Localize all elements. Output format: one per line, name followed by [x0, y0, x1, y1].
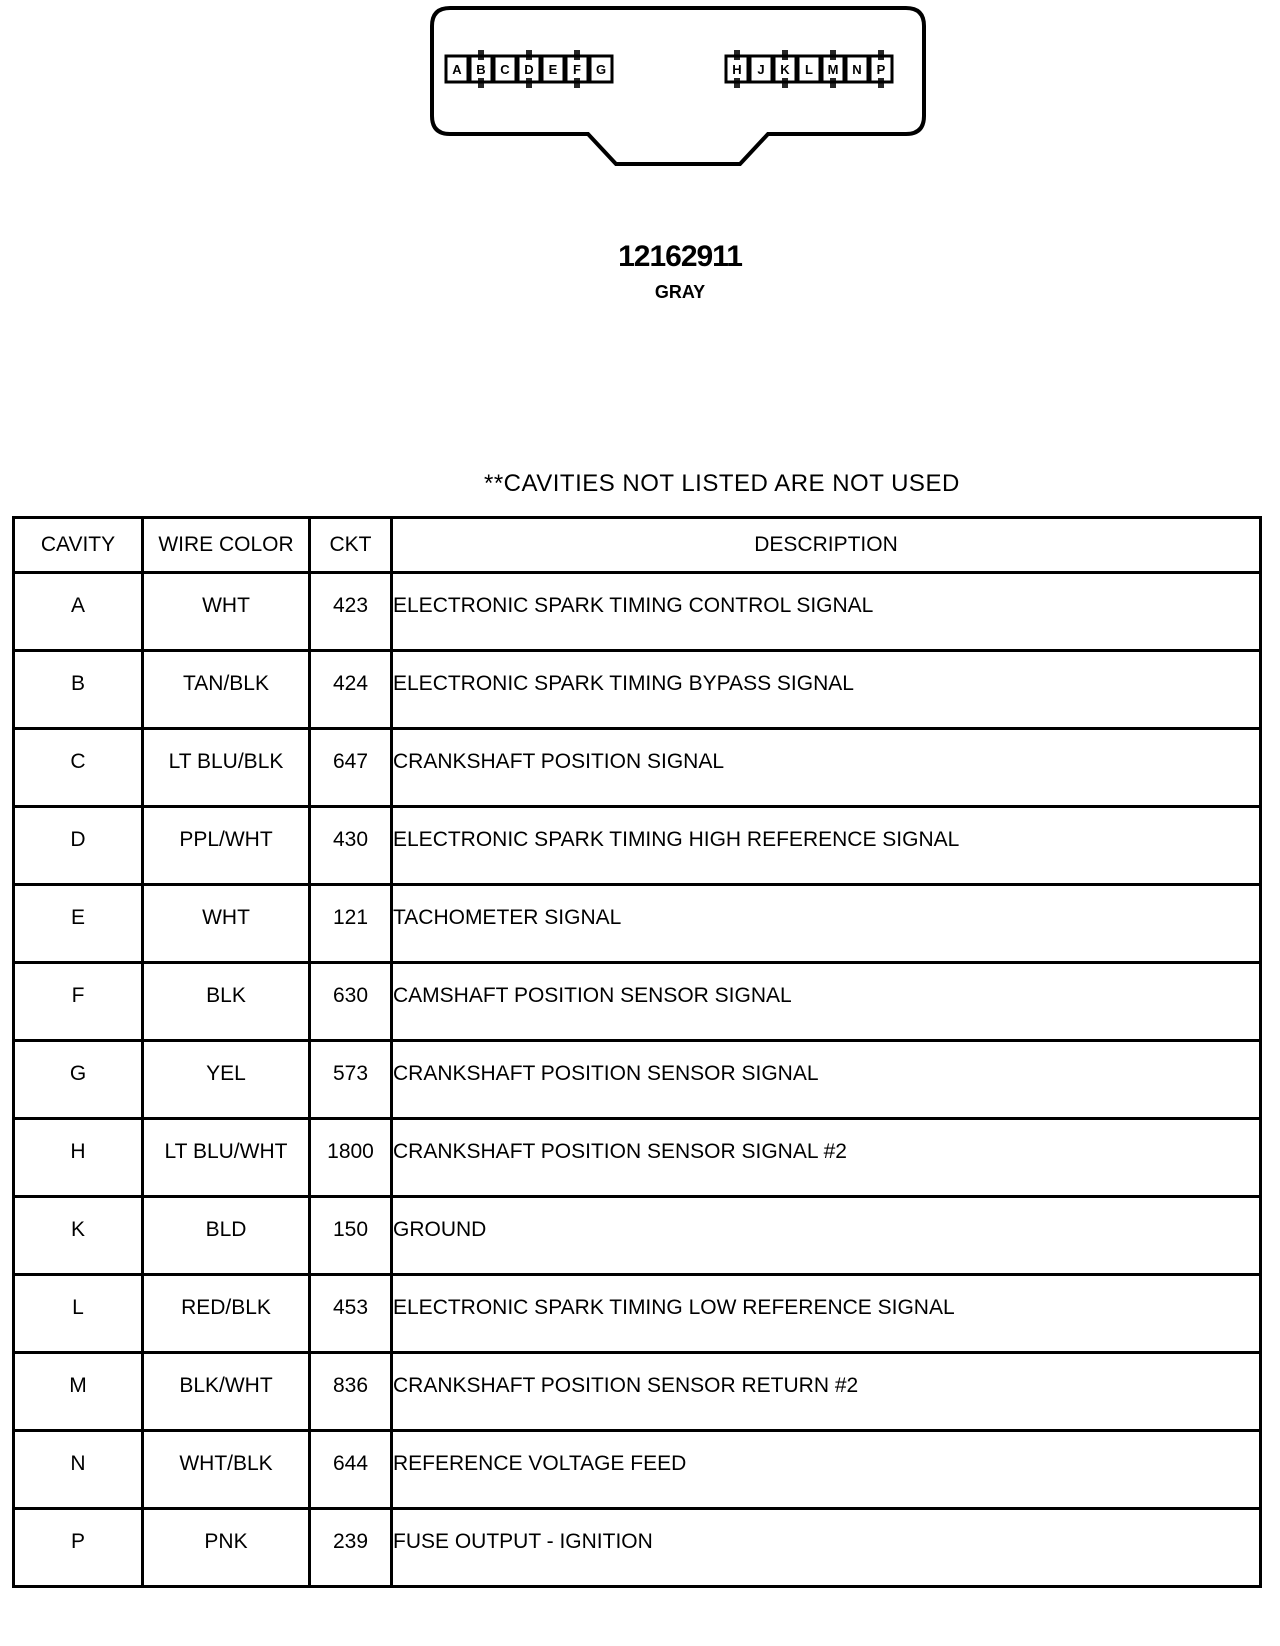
- ckt-cell: 424: [310, 651, 392, 729]
- header-wire-color: WIRE COLOR: [143, 518, 310, 573]
- pin-label: H: [732, 62, 742, 77]
- table-row: [14, 573, 1261, 651]
- cavity-cell: A: [14, 573, 143, 651]
- pinout-table: [12, 516, 1262, 1588]
- cavity-cell: M: [14, 1353, 143, 1431]
- description-cell: CRANKSHAFT POSITION SENSOR RETURN #2: [392, 1353, 1261, 1431]
- pin-cavity-m: [822, 50, 844, 88]
- right-pin-row: [726, 50, 892, 88]
- wire-color-cell: RED/BLK: [143, 1275, 310, 1353]
- connector-color: GRAY: [654, 282, 706, 302]
- description-cell: CRANKSHAFT POSITION SENSOR SIGNAL: [392, 1041, 1261, 1119]
- wire-color-cell: BLK: [143, 963, 310, 1041]
- wire-color-cell: YEL: [143, 1041, 310, 1119]
- connector-housing: [432, 8, 924, 164]
- pin-cavity-d: [518, 50, 540, 88]
- cavity-cell: N: [14, 1431, 143, 1509]
- cavity-cell: B: [14, 651, 143, 729]
- wire-color-cell: PPL/WHT: [143, 807, 310, 885]
- wire-color-cell: WHT/BLK: [143, 1431, 310, 1509]
- cavity-cell: F: [14, 963, 143, 1041]
- ckt-cell: 121: [310, 885, 392, 963]
- header-row: [14, 518, 1261, 573]
- table-row: [14, 1197, 1261, 1275]
- table-row: [14, 1353, 1261, 1431]
- pin-label: D: [524, 62, 534, 77]
- cavity-cell: G: [14, 1041, 143, 1119]
- pin-label: G: [595, 62, 607, 77]
- pin-cavity-p: [870, 50, 892, 88]
- table-row: [14, 1041, 1261, 1119]
- cavity-cell: E: [14, 885, 143, 963]
- cavity-cell: C: [14, 729, 143, 807]
- pin-label: L: [805, 62, 813, 77]
- description-cell: ELECTRONIC SPARK TIMING BYPASS SIGNAL: [392, 651, 1261, 729]
- wire-color-cell: LT BLU/BLK: [143, 729, 310, 807]
- wire-color-cell: WHT: [143, 573, 310, 651]
- description-cell: GROUND: [392, 1197, 1261, 1275]
- ckt-cell: 644: [310, 1431, 392, 1509]
- wire-color-cell: TAN/BLK: [143, 651, 310, 729]
- ckt-cell: 150: [310, 1197, 392, 1275]
- wire-color-cell: WHT: [143, 885, 310, 963]
- cavity-cell: H: [14, 1119, 143, 1197]
- pin-cavity-k: [774, 50, 796, 88]
- table-row: [14, 1119, 1261, 1197]
- pin-label: M: [827, 62, 839, 77]
- unused-cavities-note: **CAVITIES NOT LISTED ARE NOT USED: [484, 470, 960, 497]
- table-row: [14, 807, 1261, 885]
- pin-label: B: [476, 62, 486, 77]
- wire-color-cell: LT BLU/WHT: [143, 1119, 310, 1197]
- part-number: 12162911: [618, 240, 742, 273]
- pin-label: N: [852, 62, 862, 77]
- pin-cavity-j: [750, 56, 772, 82]
- ckt-cell: 430: [310, 807, 392, 885]
- table-row: [14, 651, 1261, 729]
- pin-cavity-n: [846, 56, 868, 82]
- cavity-cell: K: [14, 1197, 143, 1275]
- table-row: [14, 729, 1261, 807]
- ckt-cell: 647: [310, 729, 392, 807]
- pin-cavity-e: [542, 56, 564, 82]
- wire-color-cell: BLK/WHT: [143, 1353, 310, 1431]
- pin-cavity-g: [590, 56, 612, 82]
- pin-label: K: [780, 62, 790, 77]
- description-cell: TACHOMETER SIGNAL: [392, 885, 1261, 963]
- table-row: [14, 1509, 1261, 1587]
- header-description: DESCRIPTION: [392, 518, 1261, 573]
- cavity-cell: L: [14, 1275, 143, 1353]
- header-cavity: CAVITY: [14, 518, 143, 573]
- table-row: [14, 963, 1261, 1041]
- pin-label: J: [757, 62, 765, 77]
- description-cell: ELECTRONIC SPARK TIMING LOW REFERENCE SIGNAL: [392, 1275, 1261, 1353]
- header-ckt: CKT: [310, 518, 392, 573]
- pin-cavity-l: [798, 56, 820, 82]
- pin-label: E: [548, 62, 558, 77]
- pin-cavity-h: [726, 50, 748, 88]
- pin-label: A: [452, 62, 462, 77]
- ckt-cell: 573: [310, 1041, 392, 1119]
- pin-label: P: [876, 62, 886, 77]
- description-cell: CRANKSHAFT POSITION SIGNAL: [392, 729, 1261, 807]
- pin-cavity-c: [494, 56, 516, 82]
- ckt-cell: 453: [310, 1275, 392, 1353]
- left-pin-row: [446, 50, 612, 88]
- description-cell: ELECTRONIC SPARK TIMING CONTROL SIGNAL: [392, 573, 1261, 651]
- table-row: [14, 1431, 1261, 1509]
- ckt-cell: 630: [310, 963, 392, 1041]
- description-cell: CRANKSHAFT POSITION SENSOR SIGNAL #2: [392, 1119, 1261, 1197]
- ckt-cell: 239: [310, 1509, 392, 1587]
- table-row: [14, 885, 1261, 963]
- ckt-cell: 423: [310, 573, 392, 651]
- description-cell: ELECTRONIC SPARK TIMING HIGH REFERENCE SIGNAL: [392, 807, 1261, 885]
- ckt-cell: 836: [310, 1353, 392, 1431]
- wire-color-cell: PNK: [143, 1509, 310, 1587]
- description-cell: CAMSHAFT POSITION SENSOR SIGNAL: [392, 963, 1261, 1041]
- pin-cavity-b: [470, 50, 492, 88]
- pin-cavity-f: [566, 50, 588, 88]
- description-cell: REFERENCE VOLTAGE FEED: [392, 1431, 1261, 1509]
- cavity-cell: P: [14, 1509, 143, 1587]
- table-row: [14, 1275, 1261, 1353]
- wire-color-cell: BLD: [143, 1197, 310, 1275]
- connector-diagram: [428, 4, 928, 174]
- cavity-cell: D: [14, 807, 143, 885]
- pin-label: F: [573, 62, 581, 77]
- ckt-cell: 1800: [310, 1119, 392, 1197]
- description-cell: FUSE OUTPUT - IGNITION: [392, 1509, 1261, 1587]
- pin-cavity-a: [446, 56, 468, 82]
- pin-label: C: [500, 62, 510, 77]
